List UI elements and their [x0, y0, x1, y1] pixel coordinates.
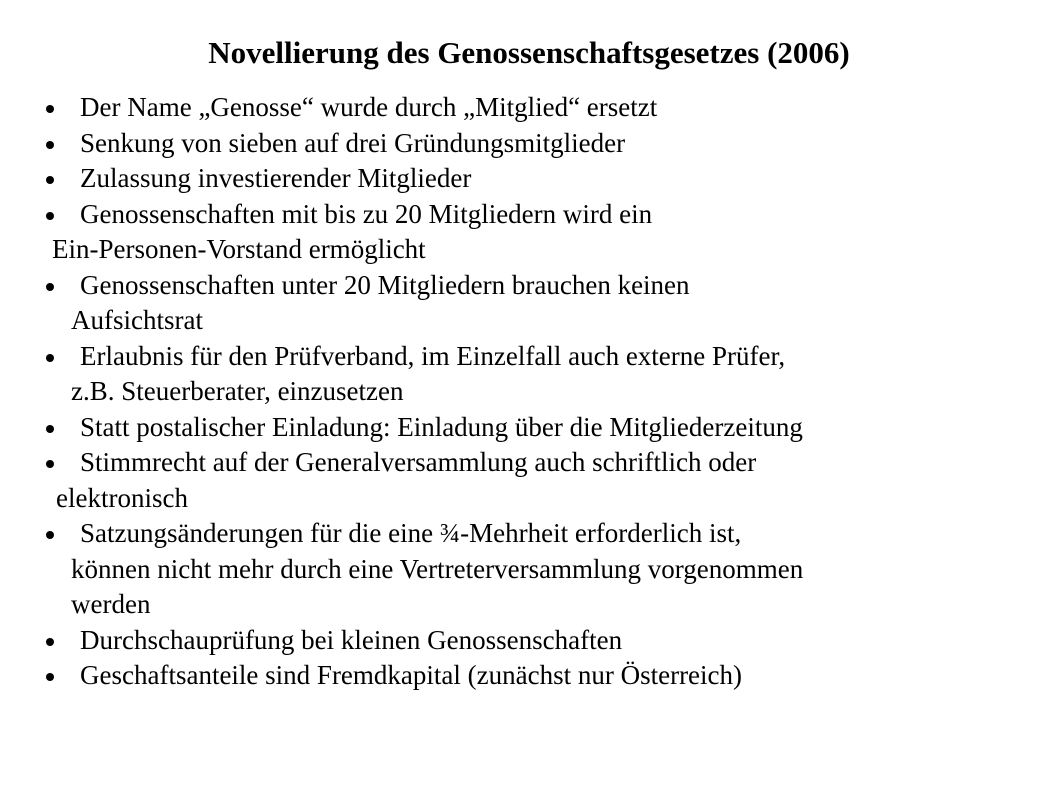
bullet-text-continuation: Aufsichtsrat — [71, 305, 203, 335]
bullet-item — [0, 623, 1058, 659]
bullet-text: Erlaubnis für den Prüfverband, im Einzelfall auch externe Prüfer, — [80, 340, 786, 371]
bullet-dot-icon — [46, 212, 54, 220]
bullet-text: Stimmrecht auf der Generalversammlung auch schriftlich oder — [80, 447, 757, 477]
bullet-text: Genossenschaften mit bis zu 20 Mitgliedern wird ein — [80, 198, 653, 229]
bullet-dot-icon — [46, 105, 54, 113]
bullet-text-continuation: können nicht mehr durch eine Vertreterversammlung vorgenommen — [71, 553, 804, 584]
bullet-item — [0, 126, 1058, 162]
bullet-text: Senkung von sieben auf drei Gründungsmitglieder — [80, 127, 626, 158]
bullet-dot-icon — [46, 283, 54, 291]
bullet-list — [0, 90, 1058, 694]
bullet-item — [0, 268, 1058, 339]
slide-title: Novellierung des Genossenschaftsgesetzes (2006) — [208, 35, 850, 70]
bullet-item — [0, 658, 1058, 694]
bullet-text: Genossenschaften unter 20 Mitgliedern brauchen keinen — [80, 269, 690, 300]
bullet-item — [0, 445, 1058, 516]
bullet-text: Zulassung investierender Mitglieder — [80, 163, 472, 193]
bullet-item — [0, 516, 1058, 623]
bullet-item — [0, 410, 1058, 446]
bullet-dot-icon — [46, 354, 54, 362]
bullet-text-continuation: Ein-Personen-Vorstand ermöglicht — [52, 234, 426, 264]
bullet-dot-icon — [46, 638, 54, 646]
bullet-item — [0, 339, 1058, 410]
bullet-dot-icon — [46, 425, 54, 433]
bullet-item — [0, 90, 1058, 126]
bullet-text-continuation: z.B. Steuerberater, einzusetzen — [71, 376, 404, 406]
bullet-dot-icon — [46, 176, 54, 184]
bullet-dot-icon — [46, 531, 54, 539]
bullet-item — [0, 161, 1058, 197]
bullet-text: Geschaftsanteile sind Fremdkapital (zunächst nur Österreich) — [80, 660, 743, 690]
bullet-text: Satzungsänderungen für die eine ¾-Mehrheit erforderlich ist, — [80, 518, 742, 548]
bullet-text-continuation: elektronisch — [56, 482, 188, 513]
bullet-dot-icon — [46, 460, 54, 468]
bullet-dot-icon — [46, 141, 54, 149]
bullet-dot-icon — [46, 673, 54, 681]
bullet-text-continuation: werden — [71, 589, 151, 619]
bullet-text: Statt postalischer Einladung: Einladung über die Mitgliederzeitung — [80, 411, 803, 442]
bullet-text: Durchschauprüfung bei kleinen Genossenschaften — [80, 624, 623, 655]
bullet-text: Der Name „Genosse“ wurde durch „Mitglied“ ersetzt — [80, 92, 658, 122]
bullet-item — [0, 197, 1058, 268]
